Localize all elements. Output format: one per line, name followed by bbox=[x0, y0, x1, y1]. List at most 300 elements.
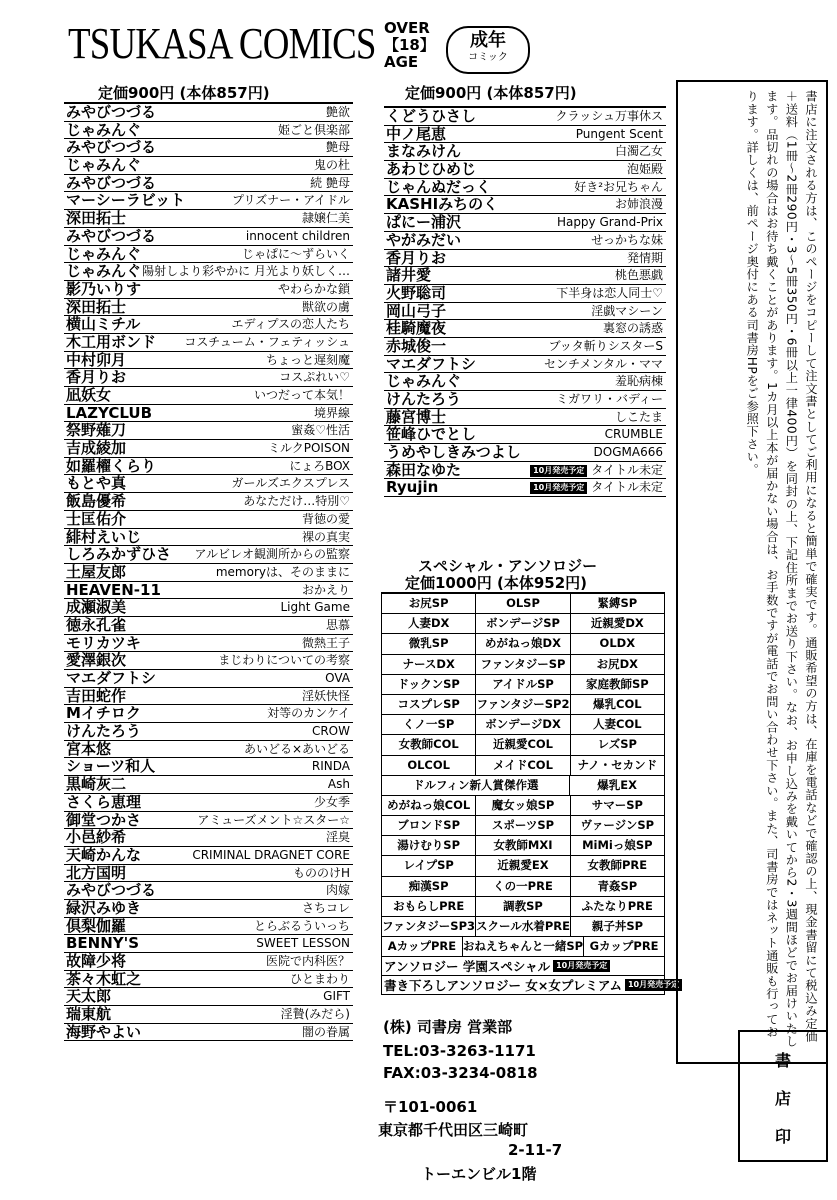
book-title: CRUMBLE bbox=[604, 427, 663, 442]
book-title: Light Game bbox=[280, 600, 350, 615]
book-author: KASHIみちのく bbox=[386, 195, 499, 214]
book-author: 徳永孔雀 bbox=[66, 615, 127, 634]
book-title-cell bbox=[314, 405, 350, 422]
book-row bbox=[384, 303, 666, 321]
book-title-cell bbox=[302, 511, 350, 528]
book-row bbox=[64, 617, 353, 635]
book-author: 火野聡司 bbox=[386, 283, 447, 302]
book-row bbox=[64, 599, 353, 617]
book-row bbox=[64, 458, 353, 476]
book-title: 淫贄(みだら) bbox=[280, 1007, 350, 1022]
book-row bbox=[64, 493, 353, 511]
book-title: タイトル未定 bbox=[591, 480, 663, 495]
book-title-cell bbox=[557, 214, 663, 231]
book-title: 陽射しより彩やかに 月光より妖しく… bbox=[142, 264, 350, 279]
book-title: やわらかな鎖 bbox=[277, 281, 350, 296]
book-row bbox=[64, 776, 353, 794]
book-row bbox=[64, 918, 353, 936]
book-title: プリズナー・アイドル bbox=[232, 193, 350, 208]
book-title-cell bbox=[218, 652, 350, 669]
book-title-cell bbox=[302, 1024, 350, 1041]
book-row bbox=[64, 635, 353, 653]
book-title: 境界線 bbox=[313, 405, 350, 420]
book-title-cell bbox=[326, 882, 350, 899]
book-title-cell bbox=[556, 391, 663, 408]
anthology-row bbox=[382, 796, 665, 816]
book-title: 発情期 bbox=[626, 250, 663, 265]
over-text: OVER bbox=[384, 19, 430, 37]
anthology-cell: 痴漢SP bbox=[382, 877, 476, 896]
book-row bbox=[64, 192, 353, 210]
book-row bbox=[384, 108, 666, 126]
book-title: 裏窓の誘惑 bbox=[602, 321, 663, 336]
book-title-cell bbox=[591, 303, 663, 320]
book-title-cell bbox=[232, 192, 350, 209]
book-author: 影乃いりす bbox=[66, 279, 142, 298]
book-row bbox=[64, 652, 353, 670]
col2-book-list bbox=[384, 106, 666, 497]
col1-book-list bbox=[64, 102, 353, 1041]
book-title-cell bbox=[323, 988, 350, 1005]
anthology-cell: ファンタジーSP3 bbox=[382, 917, 476, 936]
book-author: じゃみんぐ bbox=[386, 372, 462, 391]
anthology-cell: 緊縛SP bbox=[571, 594, 665, 613]
book-title: せっかちな妹 bbox=[591, 232, 663, 247]
book-row bbox=[64, 988, 353, 1006]
anthology-row bbox=[382, 634, 665, 654]
anthology-cell: 女教師PRE bbox=[571, 856, 665, 875]
book-title: 桃色悪戯 bbox=[614, 268, 663, 283]
book-title: センチメンタル・ママ bbox=[543, 356, 663, 371]
anthology-special-title: アンソロジー 学園スペシャル bbox=[384, 959, 551, 975]
anthology-row bbox=[382, 877, 665, 897]
book-title-cell bbox=[326, 139, 350, 156]
book-row bbox=[384, 373, 666, 391]
anthology-row bbox=[382, 756, 665, 776]
anthology-cell: 女教師MXI bbox=[476, 836, 570, 855]
book-title-cell bbox=[591, 232, 663, 249]
book-author: 吉成綾加 bbox=[66, 439, 127, 458]
book-author: 如羅櫂くらり bbox=[66, 456, 157, 475]
book-title: いつだって本気！ bbox=[253, 388, 350, 402]
anthology-cell: レズSP bbox=[571, 735, 665, 754]
book-title-cell bbox=[544, 356, 663, 373]
book-row bbox=[64, 582, 353, 600]
anthology-price: 定価1000円 (本体952円) bbox=[405, 574, 587, 592]
book-author: 瑞東航 bbox=[66, 1005, 112, 1024]
book-title: 好き²お兄ちゃん bbox=[574, 179, 663, 194]
book-title-cell bbox=[197, 812, 350, 829]
book-row bbox=[64, 529, 353, 547]
book-title-cell bbox=[192, 847, 350, 864]
book-author: もとや真 bbox=[66, 474, 127, 493]
book-title: とらぶるういっち bbox=[253, 918, 350, 933]
anthology-cell: 人妻DX bbox=[382, 614, 476, 633]
book-title: 淫戯マシーン bbox=[591, 303, 663, 318]
book-row bbox=[64, 1024, 353, 1042]
book-title: innocent children bbox=[245, 228, 350, 243]
book-title: 隷嬢仁美 bbox=[301, 211, 350, 226]
book-title-cell bbox=[289, 458, 350, 475]
book-title: 蜜姦♡性活 bbox=[291, 423, 350, 438]
book-row bbox=[64, 511, 353, 529]
book-author: マエダフトシ bbox=[386, 354, 477, 373]
release-tag: 10月発売予定 bbox=[530, 465, 587, 477]
anthology-row bbox=[382, 655, 665, 675]
book-author: 中ノ尾恵 bbox=[386, 124, 447, 143]
anthology-cell: 青姦SP bbox=[571, 877, 665, 896]
book-row bbox=[384, 196, 666, 214]
book-author: モリカツキ bbox=[66, 633, 141, 652]
anthology-cell: ファンタジーSP bbox=[476, 655, 570, 674]
book-row bbox=[384, 285, 666, 303]
book-row bbox=[384, 126, 666, 144]
book-title: ひとまわり bbox=[289, 971, 350, 986]
book-row bbox=[64, 935, 353, 953]
book-title-cell bbox=[314, 157, 350, 174]
book-author: 祭野薙刀 bbox=[66, 421, 127, 440]
book-title: 艶欲 bbox=[325, 105, 350, 119]
book-title: GIFT bbox=[323, 989, 350, 1004]
book-row bbox=[384, 143, 666, 161]
book-title-cell bbox=[267, 705, 350, 722]
anthology-row bbox=[382, 816, 665, 836]
book-author: くどうひさし bbox=[386, 107, 477, 125]
book-title: あいどる×あいどる bbox=[243, 741, 350, 756]
book-title-cell bbox=[627, 161, 663, 178]
anthology-cell: 女教師COL bbox=[382, 735, 476, 754]
book-title: ガールズエクスプレス bbox=[231, 476, 350, 491]
book-author: 岡山弓子 bbox=[386, 301, 447, 320]
book-title-cell bbox=[326, 104, 350, 121]
book-title-cell bbox=[244, 741, 350, 758]
anthology-cell: ボンデージDX bbox=[476, 715, 570, 734]
release-tag: 10月発売予定 bbox=[625, 979, 682, 991]
anthology-grid bbox=[381, 592, 680, 995]
book-title: 鬼の杜 bbox=[313, 158, 350, 173]
book-author: じゃみんぐ bbox=[66, 120, 142, 139]
book-row bbox=[384, 356, 666, 374]
age-text: AGE bbox=[384, 53, 419, 71]
book-author: 緋村えいじ bbox=[66, 527, 142, 546]
col2-price: 定価900円 (本体857円) bbox=[405, 84, 577, 102]
anthology-cell: 近親愛DX bbox=[571, 614, 665, 633]
book-title-cell bbox=[293, 865, 350, 882]
anthology-cell: 近親愛COL bbox=[476, 735, 570, 754]
release-tag: 10月発売予定 bbox=[530, 482, 587, 494]
book-title: 裸の真実 bbox=[301, 529, 350, 544]
book-author: 倶梨伽羅 bbox=[66, 916, 127, 935]
anthology-special-row bbox=[382, 976, 680, 995]
book-title: 泡姫殿 bbox=[626, 162, 663, 177]
book-title: じゃぱに～ずらいく bbox=[241, 246, 350, 261]
book-title-cell bbox=[328, 776, 350, 793]
book-title-cell bbox=[325, 670, 350, 687]
anthology-cell: ヴァージンSP bbox=[571, 816, 665, 835]
book-title: Happy Grand-Prix bbox=[556, 215, 663, 230]
publisher-tel: TEL:03-3263-1171 bbox=[383, 1042, 536, 1060]
anthology-row bbox=[382, 856, 665, 876]
adult-comic-badge bbox=[446, 26, 530, 74]
book-title-cell bbox=[594, 444, 663, 461]
book-title: 肉嫁 bbox=[325, 883, 350, 898]
book-title-cell bbox=[278, 122, 350, 139]
book-row bbox=[384, 179, 666, 197]
publisher-name: (株) 司書房 営業部 bbox=[383, 1018, 513, 1036]
book-author: みやびつづる bbox=[66, 103, 157, 121]
book-author: みやびつづる bbox=[66, 173, 157, 192]
book-author: 茶々木虹之 bbox=[66, 969, 142, 988]
book-title-cell bbox=[312, 758, 350, 775]
anthology-cell: 微乳SP bbox=[382, 634, 476, 653]
anthology-row bbox=[382, 897, 665, 917]
book-title: RINDA bbox=[311, 759, 350, 774]
book-title: 淫臭 bbox=[325, 830, 350, 845]
book-title: 闇の眷属 bbox=[301, 1024, 350, 1039]
book-title: アルビレオ観測所からの監察 bbox=[194, 547, 350, 562]
publisher-fax: FAX:03-3234-0818 bbox=[383, 1064, 538, 1082]
age-number: 【18】 bbox=[384, 36, 435, 54]
book-author: ぱにー浦沢 bbox=[386, 213, 462, 232]
book-author: 北方国明 bbox=[66, 863, 127, 882]
book-row bbox=[384, 479, 666, 497]
anthology-cell: 近親愛EX bbox=[476, 856, 570, 875]
book-author: ショーツ和人 bbox=[66, 757, 156, 776]
book-author: みやびつづる bbox=[66, 226, 157, 245]
book-title: お姉浪漫 bbox=[614, 197, 663, 212]
book-row bbox=[64, 369, 353, 387]
anthology-row bbox=[382, 675, 665, 695]
anthology-cell: おねえちゃんと一緒SP bbox=[463, 937, 584, 956]
anthology-cell: OLDX bbox=[571, 634, 665, 653]
book-author: 緑沢みゆき bbox=[66, 898, 142, 917]
book-author: あわじひめじ bbox=[386, 160, 477, 179]
book-row bbox=[64, 246, 353, 264]
book-title: タイトル未定 bbox=[591, 462, 663, 477]
book-title-cell bbox=[268, 440, 350, 457]
badge-sub: コミック bbox=[468, 52, 508, 63]
book-author: しろみかずひさ bbox=[66, 545, 172, 564]
book-author: じゃみんぐ bbox=[66, 156, 142, 175]
book-title: ブッタ斬りシスターS bbox=[548, 338, 663, 353]
book-title-cell bbox=[302, 299, 350, 316]
anthology-special-row bbox=[382, 957, 665, 976]
book-title-cell bbox=[615, 143, 663, 160]
book-author: 海野やよい bbox=[66, 1022, 142, 1041]
book-title: ミガワリ・バディー bbox=[555, 392, 663, 406]
anthology-cell: めがねっ娘COL bbox=[382, 796, 476, 815]
book-row bbox=[64, 741, 353, 759]
book-author: 木工用ボンド bbox=[66, 332, 157, 351]
book-title: CROW bbox=[311, 724, 350, 739]
book-title: まじわりについての考察 bbox=[218, 653, 350, 668]
book-author: 士匡佑介 bbox=[66, 509, 127, 528]
book-row bbox=[384, 409, 666, 427]
anthology-cell: おもらしPRE bbox=[382, 897, 476, 916]
anthology-cell: くの一PRE bbox=[476, 877, 570, 896]
book-title: ミルクPOISON bbox=[267, 441, 350, 456]
book-title: コスぷれい♡ bbox=[279, 370, 350, 385]
stamp-char-1: 書 bbox=[774, 1051, 791, 1070]
book-row bbox=[384, 444, 666, 462]
anthology-row bbox=[382, 937, 665, 957]
book-row bbox=[64, 334, 353, 352]
book-row bbox=[64, 900, 353, 918]
book-title-cell bbox=[549, 338, 663, 355]
book-title: にょろBOX bbox=[289, 458, 350, 473]
book-row bbox=[64, 882, 353, 900]
book-title-cell bbox=[627, 250, 663, 267]
book-title: 獣欲の虜 bbox=[301, 299, 350, 314]
book-title-cell bbox=[615, 409, 663, 426]
book-title: DOGMA666 bbox=[593, 445, 663, 460]
book-row bbox=[64, 387, 353, 405]
anthology-cell: スクール水着PRE bbox=[476, 917, 571, 936]
book-title-cell bbox=[556, 285, 663, 302]
anthology-row bbox=[382, 735, 665, 755]
book-author: 藤宮博士 bbox=[386, 407, 447, 426]
book-title-cell bbox=[530, 479, 663, 496]
anthology-special-title: 書き下ろしアンソロジー 女×女プレミアム bbox=[384, 978, 622, 994]
book-title: 微熱王子 bbox=[301, 635, 350, 650]
anthology-cell: OLCOL bbox=[382, 756, 476, 775]
book-author: 吉田蛇作 bbox=[66, 686, 127, 705]
book-row bbox=[64, 299, 353, 317]
over-age-label bbox=[384, 20, 442, 71]
book-title-cell bbox=[615, 373, 663, 390]
book-title-cell bbox=[254, 918, 350, 935]
book-title-cell bbox=[615, 267, 663, 284]
anthology-cell: レイプSP bbox=[382, 856, 476, 875]
book-author: マーシーラビット bbox=[66, 191, 186, 210]
book-title: 下半身は恋人同士♡ bbox=[556, 285, 663, 300]
book-author: 凪妖女 bbox=[66, 386, 112, 404]
book-row bbox=[64, 688, 353, 706]
book-author: 中村卯月 bbox=[66, 350, 127, 369]
anthology-cell: ナースDX bbox=[382, 655, 476, 674]
book-title-cell bbox=[142, 263, 350, 280]
anthology-row bbox=[382, 917, 665, 937]
book-title-cell bbox=[266, 352, 350, 369]
anthology-cell: 爆乳COL bbox=[571, 695, 665, 714]
book-author: LAZYCLUB bbox=[66, 403, 153, 422]
book-title: あなただけ…特別♡ bbox=[243, 494, 350, 509]
anthology-cell: お尻SP bbox=[382, 594, 476, 613]
book-title-cell bbox=[242, 246, 350, 263]
book-title-cell bbox=[254, 387, 350, 404]
anthology-cell: OLSP bbox=[476, 594, 570, 613]
book-title: SWEET LESSON bbox=[256, 936, 350, 951]
anthology-cell: 爆乳EX bbox=[570, 776, 665, 795]
book-row bbox=[64, 104, 353, 122]
mail-order-notice bbox=[676, 80, 828, 1064]
book-title: もののけH bbox=[292, 865, 350, 880]
book-title-cell bbox=[302, 210, 350, 227]
book-title-cell bbox=[555, 108, 663, 125]
book-row bbox=[64, 281, 353, 299]
anthology-cell: 人妻COL bbox=[571, 715, 665, 734]
anthology-row bbox=[382, 594, 665, 614]
book-title-cell bbox=[281, 1006, 350, 1023]
book-title: OVA bbox=[325, 671, 350, 685]
brand-title: TSUKASA COMICS bbox=[68, 19, 376, 68]
book-title-cell bbox=[281, 599, 351, 616]
book-row bbox=[64, 440, 353, 458]
book-title-cell bbox=[232, 475, 350, 492]
book-row bbox=[64, 705, 353, 723]
anthology-cell: サマーSP bbox=[571, 796, 665, 815]
book-title: 淫妖快怪 bbox=[301, 688, 350, 703]
book-title: Ash bbox=[327, 777, 350, 792]
book-author: じゃんぬだっく bbox=[386, 177, 492, 196]
book-row bbox=[64, 812, 353, 830]
anthology-cell: AカップPRE bbox=[382, 937, 463, 956]
book-row bbox=[64, 122, 353, 140]
anthology-row bbox=[382, 614, 665, 634]
book-author: 故障少将 bbox=[66, 952, 127, 970]
book-title-cell bbox=[302, 900, 350, 917]
book-row bbox=[64, 405, 353, 423]
book-title-cell bbox=[576, 126, 663, 143]
book-title-cell bbox=[216, 564, 350, 581]
book-author: まなみけん bbox=[386, 142, 462, 161]
publisher-address-1: 東京都千代田区三崎町 bbox=[378, 1121, 529, 1139]
anthology-cell: ドックンSP bbox=[382, 675, 476, 694]
book-row bbox=[64, 422, 353, 440]
anthology-cell: ドルフィン新人賞傑作選 bbox=[382, 776, 570, 795]
anthology-cell: お尻DX bbox=[571, 655, 665, 674]
anthology-cell: コスプレSP bbox=[382, 695, 476, 714]
anthology-cell: アイドルSP bbox=[476, 675, 570, 694]
book-title-cell bbox=[246, 228, 350, 245]
book-author: 横山ミチル bbox=[66, 315, 141, 334]
book-row bbox=[384, 462, 666, 480]
book-row bbox=[384, 267, 666, 285]
book-row bbox=[64, 670, 353, 688]
book-author: 天太郎 bbox=[66, 987, 112, 1006]
book-author: 香月りお bbox=[386, 248, 447, 267]
anthology-cell: 親子丼SP bbox=[571, 917, 665, 936]
book-title-cell bbox=[266, 953, 350, 970]
book-row bbox=[384, 250, 666, 268]
publisher-address-2: 2-11-7 bbox=[508, 1141, 563, 1159]
book-title-cell bbox=[194, 546, 350, 563]
book-title-cell bbox=[605, 426, 663, 443]
book-title: CRIMINAL DRAGNET CORE bbox=[192, 847, 350, 862]
anthology-cell: めがねっ娘DX bbox=[476, 634, 570, 653]
book-row bbox=[384, 232, 666, 250]
book-title: 思慕 bbox=[325, 617, 350, 632]
book-row bbox=[64, 829, 353, 847]
book-row bbox=[384, 214, 666, 232]
book-title-cell bbox=[603, 320, 663, 337]
anthology-row bbox=[382, 715, 665, 735]
book-title: アミューズメント☆スター☆ bbox=[197, 812, 350, 827]
anthology-row bbox=[382, 695, 665, 715]
book-row bbox=[64, 723, 353, 741]
book-author: みやびつづる bbox=[66, 138, 157, 157]
book-author: じゃみんぐ bbox=[66, 244, 142, 263]
book-title-cell bbox=[184, 334, 350, 351]
book-author: BENNY'S bbox=[66, 934, 140, 953]
anthology-cell: 家庭教師SP bbox=[571, 675, 665, 694]
book-title-cell bbox=[615, 196, 663, 213]
anthology-cell: くノ一SP bbox=[382, 715, 476, 734]
book-row bbox=[384, 426, 666, 444]
book-title-cell bbox=[310, 175, 350, 192]
book-title-cell bbox=[231, 316, 350, 333]
book-row bbox=[64, 175, 353, 193]
